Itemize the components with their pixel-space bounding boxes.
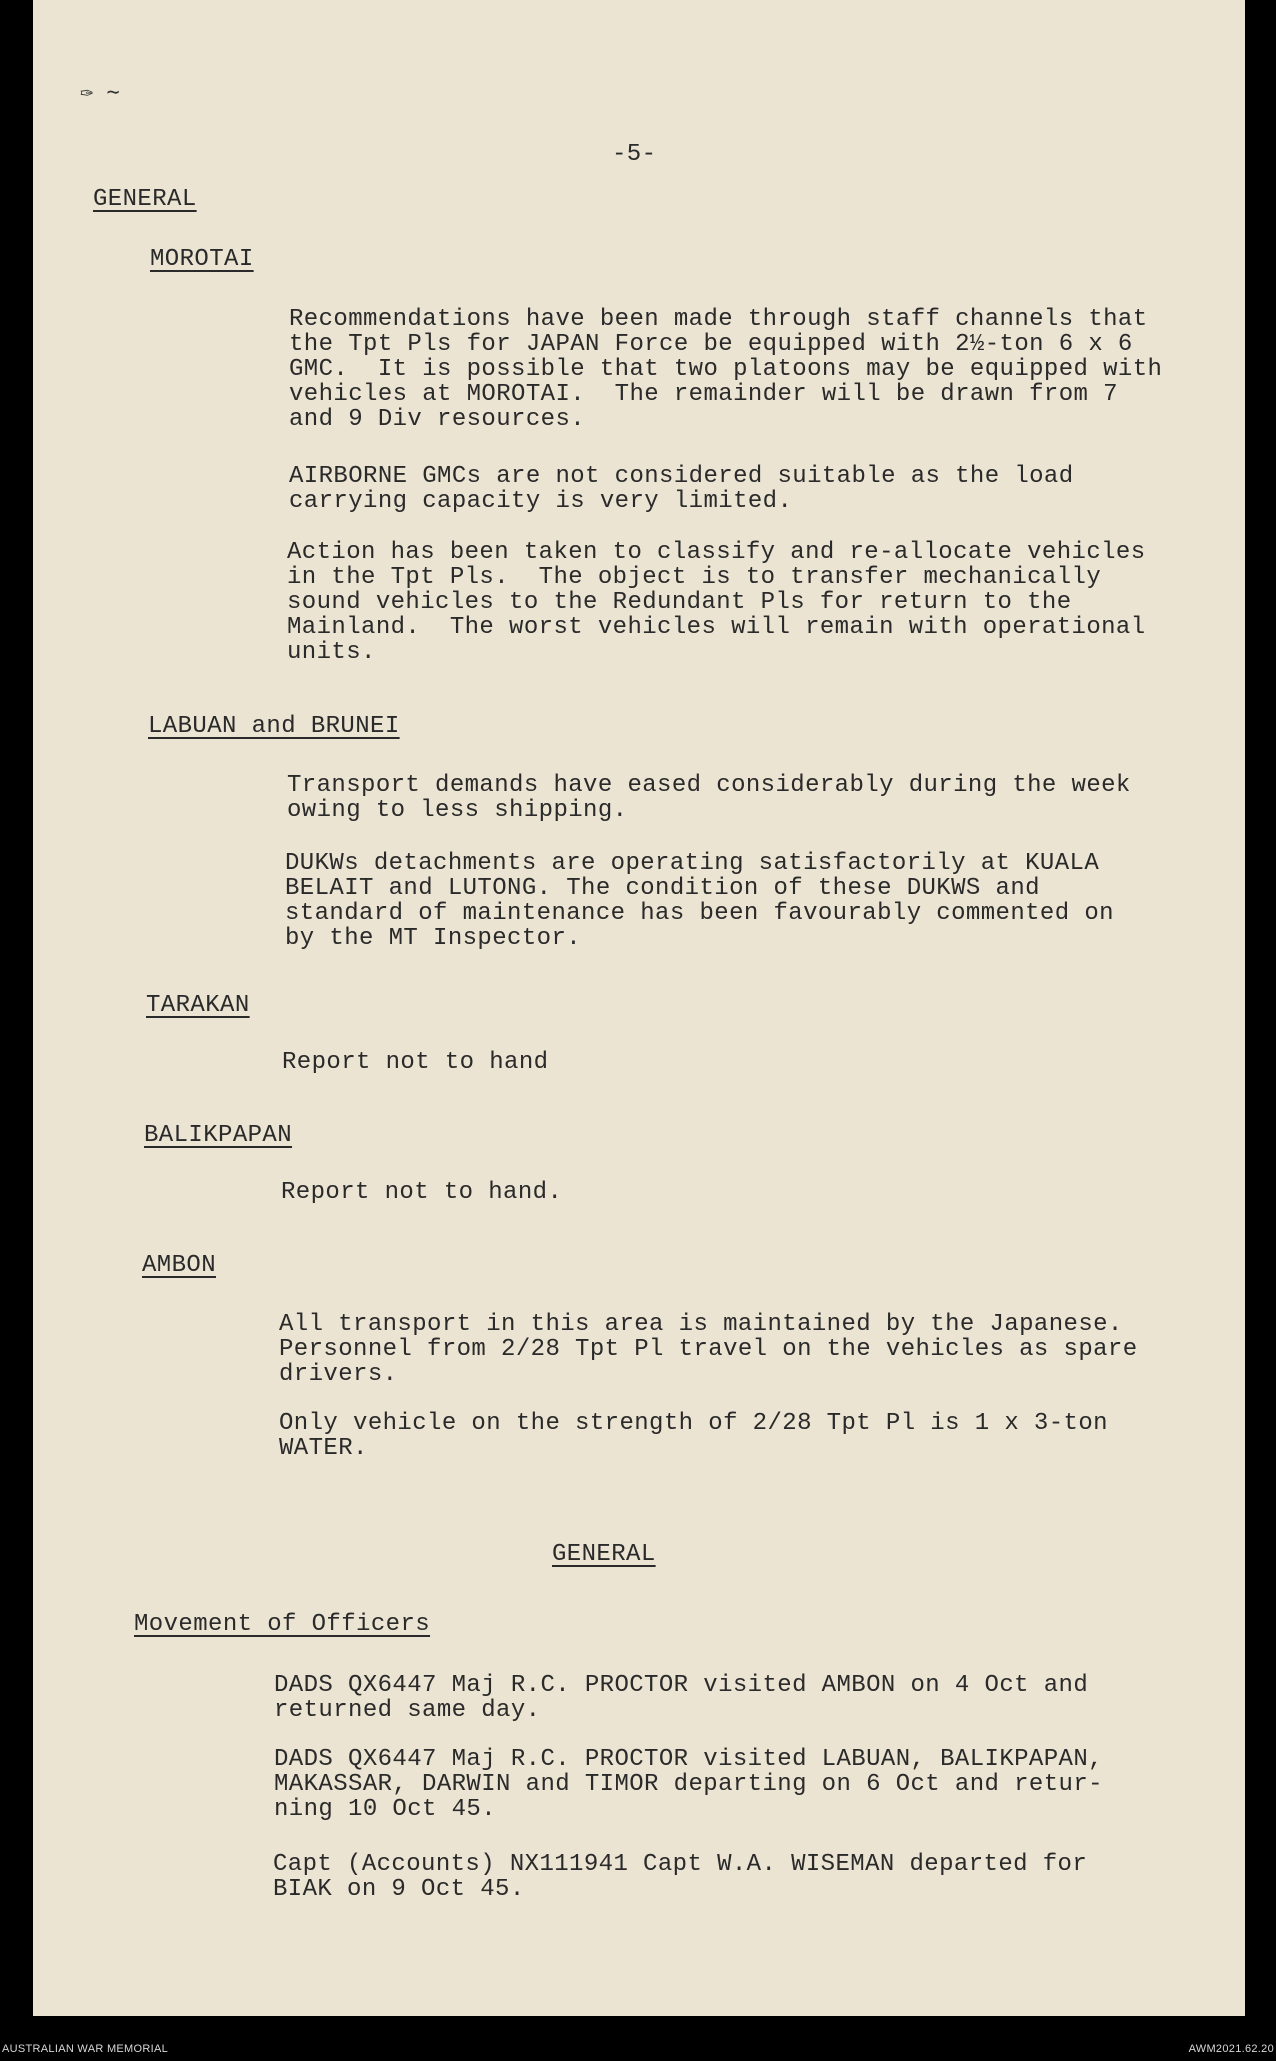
section-heading-movement-of-officers: Movement of Officers — [134, 1611, 431, 1638]
balikpapan-paragraph-1: Report not to hand. — [281, 1179, 563, 1206]
section-heading-labuan-brunei: LABUAN and BRUNEI — [148, 713, 400, 740]
tarakan-paragraph-1: Report not to hand — [282, 1049, 549, 1076]
section-heading-general: GENERAL — [93, 186, 197, 213]
section-heading-morotai: MOROTAI — [150, 246, 254, 273]
ink-mark-icon: ✑ ∼ — [80, 81, 120, 106]
page-number: -5- — [612, 141, 657, 168]
officers-paragraph-3: Capt (Accounts) NX111941 Capt W.A. WISEMAN departed for BIAK on 9 Oct 45. — [273, 1851, 1088, 1903]
morotai-paragraph-3: Action has been taken to classify and re-allocate vehicles in the Tpt Pls. The object is to transfer mechanically sound vehicles to the Redundant Pls for return to the Mainland. The worst vehicles will remain with operational units. — [287, 539, 1146, 666]
morotai-paragraph-1: Recommendations have been made through staff channels that the Tpt Pls for JAPAN Force be equipped with 2½-ton 6 x 6 GMC. It is possible that two platoons may be equipped with vehicles at MOROTAI. The remainder will be drawn from 7 and 9 Div resources. — [289, 306, 1163, 433]
labuan-paragraph-1: Transport demands have eased considerably during the week owing to less shipping. — [287, 772, 1131, 824]
morotai-paragraph-2: AIRBORNE GMCs are not considered suitable as the load carrying capacity is very limited. — [289, 463, 1074, 515]
footer-reference-number: AWM2021.62.20 — [1188, 2043, 1274, 2055]
officers-paragraph-2: DADS QX6447 Maj R.C. PROCTOR visited LABUAN, BALIKPAPAN, MAKASSAR, DARWIN and TIMOR departing on 6 Oct and retur- ning 10 Oct 45. — [274, 1746, 1103, 1823]
ambon-paragraph-2: Only vehicle on the strength of 2/28 Tpt Pl is 1 x 3-ton WATER. — [279, 1410, 1108, 1462]
officers-paragraph-1: DADS QX6447 Maj R.C. PROCTOR visited AMBON on 4 Oct and returned same day. — [274, 1672, 1089, 1724]
section-heading-tarakan: TARAKAN — [146, 992, 250, 1019]
footer-archive-label: AUSTRALIAN WAR MEMORIAL — [2, 2043, 169, 2055]
labuan-paragraph-2: DUKWs detachments are operating satisfactorily at KUALA BELAIT and LUTONG. The condition of these DUKWS and standard of maintenance has been favourably commented on by the MT Inspector. — [285, 850, 1114, 952]
section-heading-general-center: GENERAL — [552, 1541, 656, 1568]
ambon-paragraph-1: All transport in this area is maintained by the Japanese. Personnel from 2/28 Tpt Pl travel on the vehicles as spare drivers. — [279, 1311, 1138, 1388]
section-heading-balikpapan: BALIKPAPAN — [144, 1122, 293, 1149]
section-heading-ambon: AMBON — [142, 1252, 217, 1279]
